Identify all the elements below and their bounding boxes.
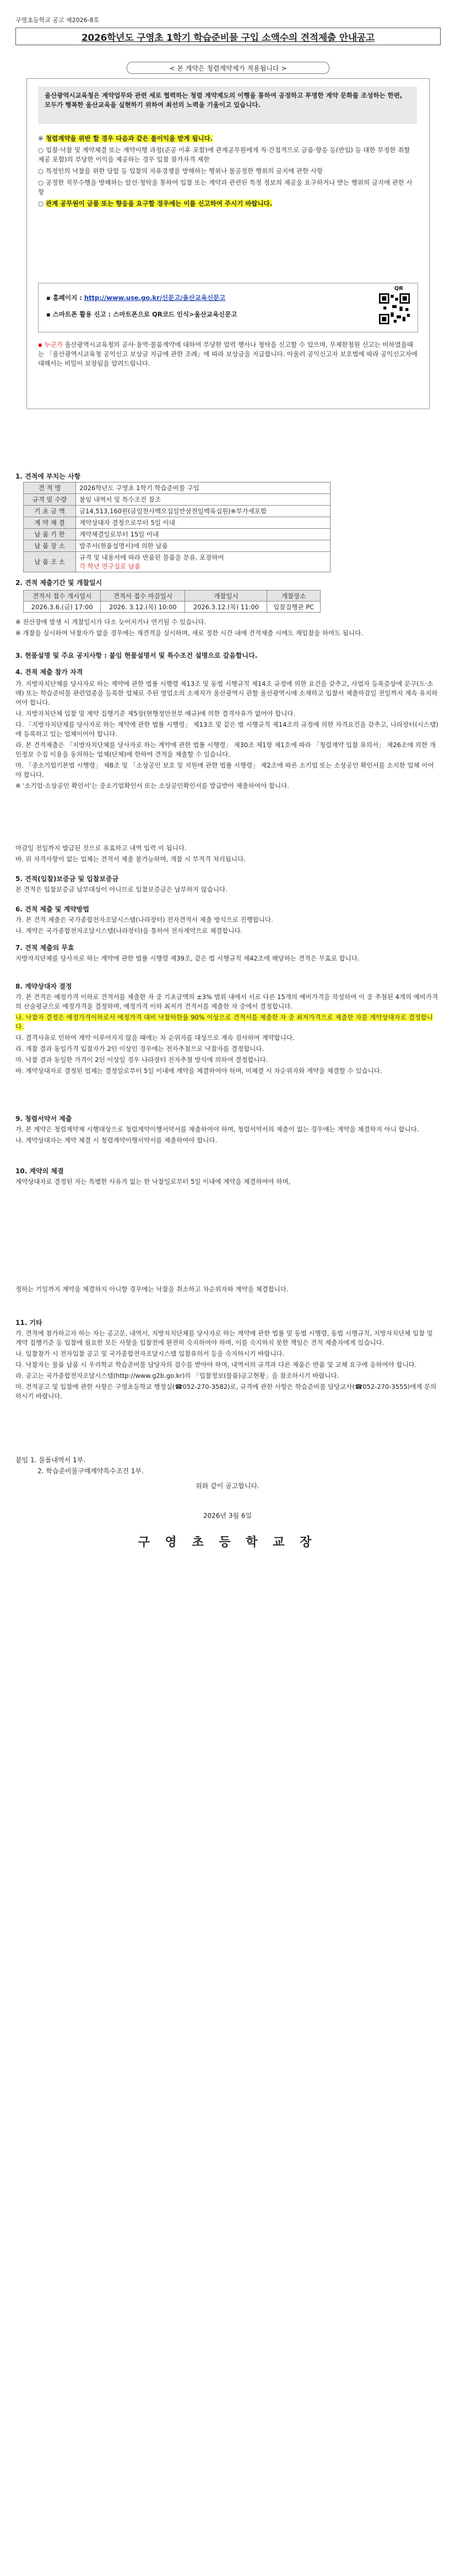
column-header: 견적서 접수 마감일시 — [101, 591, 185, 602]
info-value-line2: 각 학년 연구실로 납품 — [79, 562, 140, 570]
clause-mark: ※ — [38, 135, 44, 142]
bid-info-table — [23, 482, 331, 572]
section-11-heading: 11. 기타 — [15, 1319, 42, 1327]
list-item: 마. 견적공고 및 입찰에 관한 사항은 구영초등학교 행정실(☎052-270-3582)로, 규격에 관한 사항은 학습준비물 담당교사(☎052-270-3555)에게 문의하시기 바랍니다. — [15, 1383, 437, 1400]
table-header-row — [24, 591, 321, 602]
list-item: 다. 낙찰자는 물품 납품 시 우리학교 학습준비물 담당자의 검수를 받아야 하며, 내역서의 규격과 다른 제품은 반품 및 교체 요구에 응하여야 합니다. — [15, 1361, 417, 1368]
section-8-body — [15, 992, 440, 1077]
table-row — [24, 529, 331, 540]
report-smartphone-text: 스마트폰으로 QR코드 인식>울산교육신문고 — [113, 310, 237, 318]
integrity-clauses — [38, 134, 418, 211]
section-5-heading: 5. 견적(입찰)보증금 및 입찰보증금 — [15, 875, 119, 883]
section-2-notes — [15, 618, 440, 640]
column-header: 개찰일시 — [185, 591, 267, 602]
clause-item — [38, 178, 418, 197]
integrity-intro: 울산광역시교육청은 계약업무와 관련 세로 협력하는 청렴 계약제도의 이행을 통하여 공정하고 투명한 계약 문화를 조성하는 한편, 모두가 행복한 울산교육을 실현하기 위하여 최선의 노력을 기울이고 있습니다. — [38, 87, 417, 124]
info-key: 계 약 체 결 — [24, 517, 76, 529]
section-7-heading: 7. 견적 제출의 무효 — [15, 944, 74, 952]
note-text: ※ 개찰을 실시하여 낙찰자가 없을 경우에는 재견적을 실시하며, 새로 정한 시간 내에 견적제출 시에도 재입찰을 하여도 됩니다. — [15, 629, 363, 637]
info-value-line1: 규격 및 내용서에 따라 반품된 물품을 분류, 포장하여 — [79, 554, 224, 561]
clause-mark: ○ — [38, 167, 44, 175]
section-10-heading: 10. 계약의 체결 — [15, 1167, 64, 1175]
list-item: ※ '소기업·소상공인 확인서'는 중소기업확인서 또는 소상공인확인서를 발급받아 제출하여야 합니다. — [15, 782, 289, 790]
attachment-item: 붙임 1. 물품내역서 1부. — [15, 1456, 86, 1464]
clause-text: 입찰·낙찰 및 계약체결 또는 계약이행 과정(준공 이후 포함)에 관계공무원에게 직·간접적으로 금품·향응 등(반입) 등 대한 부정한 취할 제공 포함)의 부당한 이익을 제공하는 경우 입찰 참가자격 제한 — [38, 146, 410, 163]
highlighted-text: 나. 낙찰자 결정은 예정가격이하로서 예정가격 대비 낙찰하한율 90% 이상으로 견적서를 제출한 자 중 최저가격으로 제출한 자를 계약상대자로 결정합니다. — [15, 1013, 433, 1031]
announcement-date: 2026년 3월 6일 — [203, 1512, 252, 1520]
schedule-table — [23, 590, 321, 613]
info-key: 납 품 조 소 — [24, 552, 76, 572]
table-cell: 2026. 3.12.(목) 10:00 — [101, 602, 185, 613]
list-item: 가. 본 견적은 예정가격 이하로 견적서를 제출한 자 중 기초금액의 ±3% 범위 내에서 서로 다른 15개의 예비가격을 작성하여 이 중 추첨된 4개의 예비가격의 산술평균으로 예정가격을 결정하며, 예정가격 이하 최저가 견적서를 제출한 자 중에서 결정합니다. — [15, 993, 438, 1010]
info-value: 계약체결일로부터 15일 이내 — [76, 529, 331, 540]
school-principal: 구 영 초 등 학 교 장 — [138, 1536, 317, 1549]
section-4-tail — [15, 844, 440, 866]
list-item: 가. 지방자치단체를 당사자로 하는 계약에 관한 법률 시행령 제13조 및 동법 시행규칙 제14조 규정에 의한 요건을 갖추고, 사업자 등록증상에 문구(도·소매) 또는 학습준비물 관련업종을 등록한 업체로 주된 영업소의 소재지가 울산광역시 관할 울산광역시에 소재하고 입찰서 제출마감일 전일까지 계속 유지하여야 합니다. — [15, 680, 438, 706]
table-cell: 2026.3.12.(목) 11:00 — [185, 602, 267, 613]
warning-red: ▪ 누군가 — [38, 341, 63, 348]
list-item: 마. 「중소기업기본법 시행령」 제8조 및 「소상공인 보호 및 지원에 관한 법률 시행령」 제2조에 따른 소기업 또는 소상공인 확인서를 소지한 업체 이어야 합니다. — [15, 761, 434, 779]
column-header: 견적서 접수 개시일시 — [24, 591, 101, 602]
table-cell: 2026.3.6.(금) 17:00 — [24, 602, 101, 613]
list-item: 바. 위 자격사항이 없는 업체는 견적서 제출 불가능하며, 개찰 시 부적격 처리됩니다. — [15, 855, 246, 863]
info-value — [76, 552, 331, 572]
info-key: 견 적 명 — [24, 482, 76, 494]
info-value: 금14,513,160원(금일천사백오십일만삼천일백육십원)※부가세포함 — [76, 506, 331, 517]
list-item: 라. 개찰 결과 동일가격 입찰자가 2인 이상인 경우에는 전자추첨으로 낙찰자를 결정합니다. — [15, 1045, 264, 1053]
warning-text — [38, 340, 418, 368]
list-item: 나. 계약상대자는 계약 체결 시 청렴계약이행서약서를 제출하여야 합니다. — [15, 1136, 218, 1144]
clause-text: 관계 공무원이 금품 또는 향응을 요구할 경우에는 이를 신고하여 주시기 바랍니다. — [46, 200, 272, 207]
info-value: 계약상대자 결정으로부터 5일 이내 — [76, 517, 331, 529]
integrity-notice: < 본 계약은 청렴계약제가 적용됩니다 > — [127, 62, 329, 74]
clause-text: 청렴계약을 위반 할 경우 다음과 같은 불이익을 받게 됩니다. — [46, 135, 213, 142]
list-item: 바. 계약상대자로 결정된 업체는 결정일로부터 5일 이내에 계약을 체결하여야 하며, 미체결 시 차순위자와 계약을 체결할 수 있습니다. — [15, 1067, 382, 1075]
list-item: 마. 낙찰 결과 동일한 가격이 2인 이상일 경우 나라장터 전자추첨 방식에 의하여 결정합니다. — [15, 1056, 268, 1064]
info-key: 납 품 기 한 — [24, 529, 76, 540]
table-row — [24, 602, 321, 613]
document-title: 2026학년도 구영초 1학기 학습준비물 구입 소액수의 견적제출 안내공고 — [81, 32, 375, 44]
info-key: 기 초 금 액 — [24, 506, 76, 517]
section-1-heading: 1. 견적에 부치는 사항 — [15, 473, 81, 480]
section-10-body-continued: 정하는 기일까지 계약을 체결하지 아니할 경우에는 낙찰을 취소하고 차순위자와 계약을 체결합니다. — [15, 1285, 289, 1293]
report-smartphone — [46, 310, 237, 319]
list-item: 나. 지방자치단체 입찰 및 계약 집행기준 제5장(현행정안전부 예규)에 의한 결격사유가 없어야 합니다. — [15, 710, 296, 717]
section-6-body — [15, 915, 440, 937]
integrity-frame — [26, 78, 430, 409]
list-item — [15, 1013, 440, 1032]
clause-text: 특정인의 낙찰을 위한 담합 등 입찰의 자유경쟁을 방해하는 행위나 불공정한 행위의 금지에 관한 사항 — [46, 167, 323, 175]
note-text: ※ 전산장애 발생 시 개찰일시가 다소 늦어지거나 연기될 수 있습니다. — [15, 618, 207, 626]
report-homepage — [46, 293, 225, 302]
clause-mark: ○ — [38, 200, 44, 207]
table-cell: 입찰집행관 PC — [267, 602, 321, 613]
info-key: 규격 및 수량 — [24, 494, 76, 506]
info-value: 2026학년도 구영초 1학기 학습준비물 구입 — [76, 482, 331, 494]
section-2-heading: 2. 견적 제출기간 및 개찰일시 — [15, 579, 102, 587]
table-row — [24, 552, 331, 572]
clause-text: 공정한 직무수행을 방해하는 알선·청탁을 통하여 입찰 또는 계약과 관련된 특정 정보의 제공을 요구하거나 받는 행위의 금지에 관한 사항 — [38, 179, 413, 196]
table-row — [24, 482, 331, 494]
report-homepage-link[interactable]: http://www.use.go.kr/신문고/울산교육신문고 — [84, 294, 226, 302]
info-key: 납 품 장 소 — [24, 540, 76, 552]
table-row — [24, 540, 331, 552]
report-homepage-label: ▪ 홈페이지 : — [46, 294, 82, 302]
section-3-heading: 3. 현품설명 및 주요 공지사항 : 붙임 현품설명서 및 특수조건 설명으로 갈음합니다. — [15, 652, 258, 659]
clause-mark: ○ — [38, 146, 44, 154]
section-8-heading: 8. 계약상대자 결정 — [15, 983, 72, 990]
list-item: 다. 「지방자치단체를 당사자로 하는 계약에 관한 법률 시행령」 제13조 및 같은 법 시행규칙 제14조의 규정에 의한 자격요건을 갖추고, 나라장터(시스템)에 등록하고 있는 업체이어야 합니다. — [15, 721, 438, 738]
attachments — [15, 1456, 440, 1493]
table-row — [24, 506, 331, 517]
report-smartphone-label: ▪ 스마트폰 활용 신고 : — [46, 310, 111, 318]
list-item: 마감일 전일까지 발급된 것으로 유효하고 내역 입력 이 됩니다. — [15, 844, 187, 852]
section-10-body: 계약상대자로 결정된 자는 특별한 사유가 없는 한 낙찰일로부터 5일 이내에 계약을 체결하여야 하며, — [15, 1178, 291, 1185]
table-row — [24, 494, 331, 506]
qr-code-icon — [379, 293, 410, 324]
clause-warning — [38, 134, 418, 143]
clause-mark: ○ — [38, 179, 44, 186]
section-4-body — [15, 679, 440, 792]
attachment-item: 2. 학습준비물구매계약특수조건 1부. — [37, 1467, 144, 1475]
list-item: 나. 입찰참가 시 전자입찰 공고 및 국가종합전자조달시스템 입찰유의서 등을 숙지하시기 바랍니다. — [15, 1350, 285, 1357]
section-6-heading: 6. 견적 제출 및 계약방법 — [15, 905, 89, 913]
document-number: 구영초등학교 공고 제2026-8호 — [15, 17, 100, 24]
section-7-body: 지방자치단체를 당사자로 하는 계약에 관한 법률 시행령 제39조, 같은 법 시행규칙 제42조에 해당하는 견적은 무효로 합니다. — [15, 954, 360, 962]
list-item: 가. 본 견적 제출은 국가종합전자조달시스템(나라장터) 전자견적서 제출 방식으로 진행합니다. — [15, 916, 273, 924]
clause-item — [38, 146, 418, 164]
info-value: 발주서(현품설명서)에 의한 납품 — [76, 540, 331, 552]
closing-text: 위와 같이 공고합니다. — [196, 1482, 259, 1490]
report-box — [38, 283, 418, 332]
list-item: 가. 견적에 참가하고자 하는 자는 공고문, 내역서, 지방자치단체를 당사자로 하는 계약에 관한 법률 및 동법 시행령, 동법 시행규칙, 지방자치단체 입찰 및 계약 집행기준 등 입찰에 필요한 모든 사항을 입찰전에 완전히 숙지하여야 하며, 이를 숙지하지 못한 책임은 견적 제출자에게 있습니다. — [15, 1329, 433, 1346]
list-item: 라. 공고는 국가종합전자조달시스템(http://www.g2b.go.kr)의 「입찰정보(물품)공고현황」을 참조하시기 바랍니다. — [15, 1372, 339, 1380]
section-11-body — [15, 1329, 440, 1403]
section-9-body — [15, 1125, 440, 1147]
list-item: 다. 결격사유로 인하여 계약 이루어지지 않을 때에는 차 순위자를 대상으로 계속 검사하여 계약합니다. — [15, 1034, 295, 1042]
list-item: 라. 본 견적제출은 「지방자치단체를 당사자로 하는 계약에 관한 법률 시행령」 제30조 제1항 제1호에 따라 「청렴계약 입찰 유의서」 제26조에 의한 개인정보 수집 이용을 동의하는 업체(단체)에 한하여 견적을 제출할 수 있습니다. — [15, 741, 436, 758]
qr-label: QR — [394, 286, 403, 292]
section-5-body: 본 견적은 입찰보증금 납부대상이 아니므로 입찰보증금은 납부하지 않습니다. — [15, 886, 228, 893]
section-4-heading: 4. 견적 제출 참가 자격 — [15, 668, 83, 676]
column-header: 개찰장소 — [267, 591, 321, 602]
clause-report — [38, 199, 418, 208]
warning-body: 울산광역시교육청의 공사·용역·물품계약에 대하여 부당한 압력 행사나 청탁을 신고할 수 있으며, 무제한청원 신고는 비하였을때는 「울산광역시교육청 공익신고 보상금 지급에 관한 조례」에 따라 보상금을 지급합니다. 아울러 공익신고자 보호법에 따라 공익신고자에 대해서는 비밀이 보장됨을 알려드립니다. — [38, 341, 418, 367]
table-row — [24, 517, 331, 529]
list-item: 나. 계약은 국가종합전자조달시스템(나라장터)을 통하여 전자계약으로 체결합니다. — [15, 927, 243, 935]
list-item: 가. 본 계약은 청렴계약제 시행대상으로 청렴계약이행서약서를 제출하여야 하며, 청렴서약서의 제출이 없는 경우에는 계약을 체결하지 아니 합니다. — [15, 1125, 419, 1133]
info-value: 붙임 내역서 및 특수조건 참조 — [76, 494, 331, 506]
section-9-heading: 9. 청렴서약서 제출 — [15, 1115, 72, 1123]
document-title-box — [15, 28, 441, 45]
clause-item — [38, 167, 418, 176]
